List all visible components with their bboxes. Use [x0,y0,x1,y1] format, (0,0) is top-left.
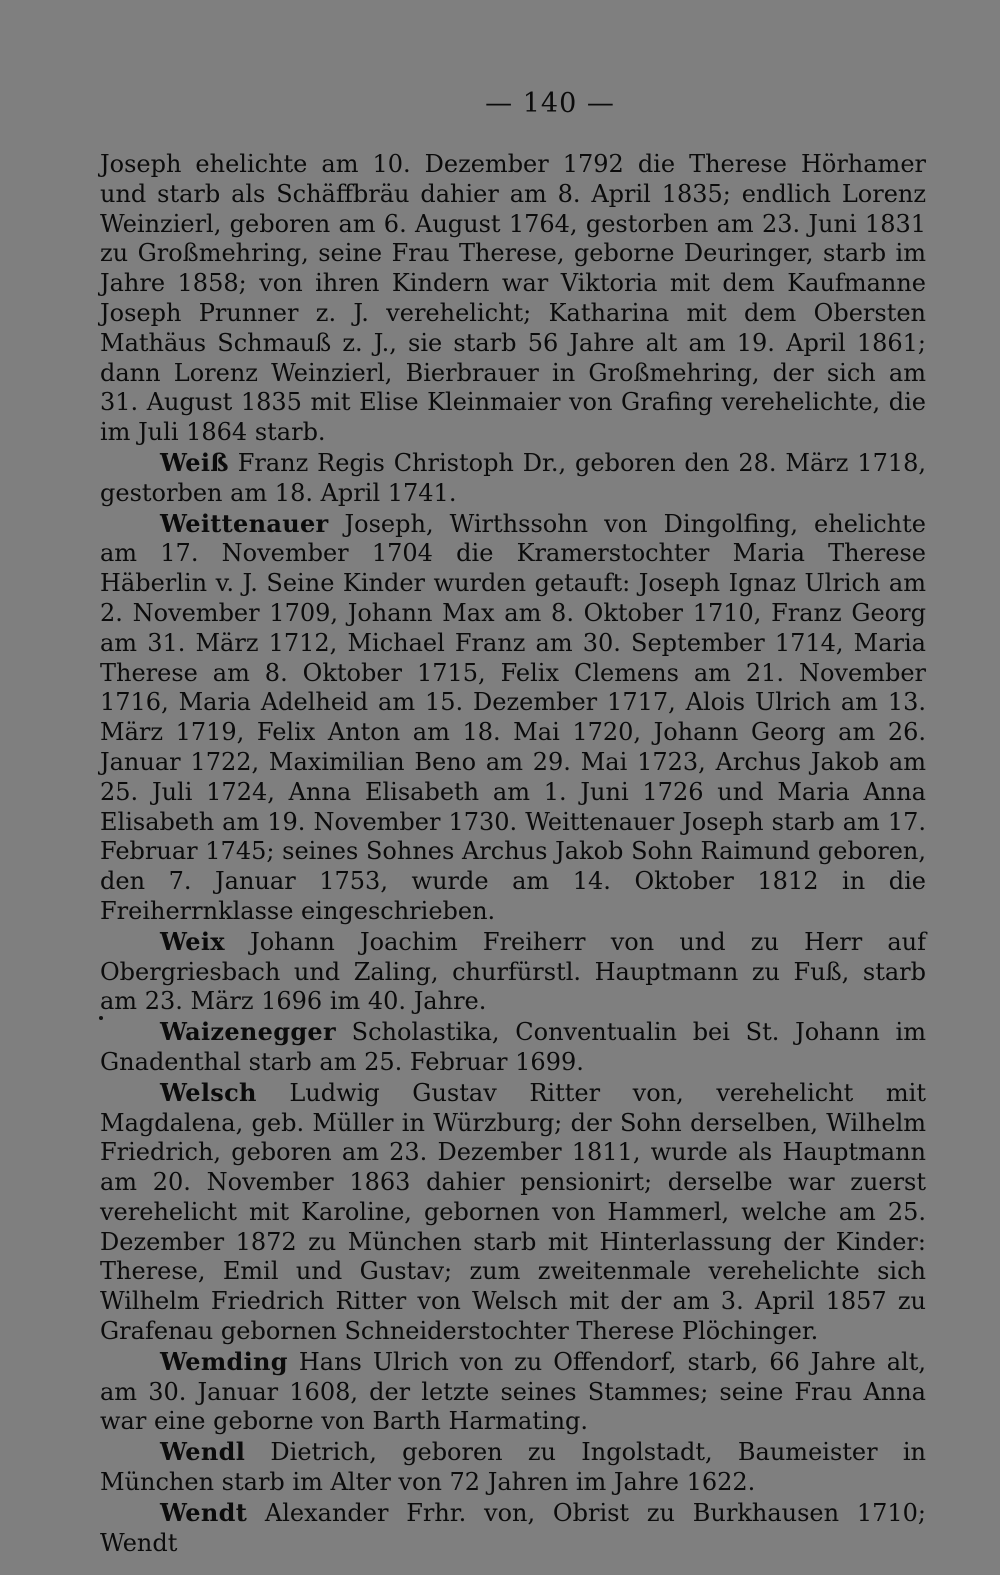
entry-headword: Wemding [160,1346,288,1376]
entry-headword: Weiß [160,447,229,477]
entry-text: Franz Regis Christoph Dr., geboren den 28. März 1718, gestorben am 18. April 1741. [100,448,926,507]
entry-weix [100,927,926,1017]
entry-waizenegger [100,1017,926,1078]
page-number: — 140 — [485,88,615,119]
entry-headword: Wendl [160,1437,246,1467]
entry-text: Ludwig Gustav Ritter von, verehelicht mit Magdalena, geb. Müller in Würzburg; der Sohn derselben, Wilhelm Friedrich, geboren am 23. Dezember 1811, wurde als Hauptmann am 20. November 1863 dahier pensionirt; derselbe war zuerst verehelicht mit Karoline, gebornen von Hammerl, welche am 25. Dezember 1872 zu München starb mit Hinterlassung der Kinder: Therese, Emil und Gustav; zum zweitenmale verehelichte sich Wilhelm Friedrich Ritter von Welsch mit der am 3. April 1857 zu Grafenau gebornen Schneiderstochter Therese Plöchinger. [100,1078,926,1346]
entry-weiss [100,448,926,509]
ink-dot [99,1016,103,1020]
entry-headword: Waizenegger [160,1017,336,1047]
entry-welsch [100,1078,926,1347]
entry-text: Joseph ehelichte am 10. Dezember 1792 die Therese Hörhamer und starb als Schäffbräu dahier am 8. April 1835; endlich Lorenz Weinzierl, geboren am 6. August 1764, gestorben am 23. Juni 1831 zu Großmehring, seine Frau Therese, geborne Deuringer, starb im Jahre 1858; von ihren Kindern war Viktoria mit dem Kaufmanne Joseph Prunner z. J. verehelicht; Katharina mit dem Obersten Mathäus Schmauß z. J., sie starb 56 Jahre alt am 19. April 1861; dann Lorenz Weinzierl, Bierbrauer in Großmehring, der sich am 31. August 1835 mit Elise Kleinmaier von Grafing verehelichte, die im Juli 1864 starb. [100,150,926,447]
entry-text: Joseph, Wirthssohn von Dingolfing, ehelichte am 17. November 1704 die Kramerstochter Maria Therese Häberlin v. J. Seine Kinder wurden getauft: Joseph Ignaz Ulrich am 2. November 1709, Johann Max am 8. Oktober 1710, Franz Georg am 31. März 1712, Michael Franz am 30. September 1714, Maria Therese am 8. Oktober 1715, Felix Clemens am 21. November 1716, Maria Adelheid am 15. Dezember 1717, Alois Ulrich am 13. März 1719, Felix Anton am 18. Mai 1720, Johann Georg am 26. Januar 1722, Maximilian Beno am 29. Mai 1723, Archus Jakob am 25. Juli 1724, Anna Elisabeth am 1. Juni 1726 und Maria Anna Elisabeth am 19. November 1730. Weittenauer Joseph starb am 17. Februar 1745; seines Sohnes Archus Jakob Sohn Raimund geboren, den 7. Januar 1753, wurde am 14. Oktober 1812 in die Freiherrnklasse eingeschrieben. [100,509,926,925]
entry-text: Alexander Frhr. von, Obrist zu Burkhausen 1710; Wendt [100,1498,927,1557]
entry-wendt [100,1498,926,1559]
entry-continuation [100,150,926,448]
entry-text: Dietrich, geboren zu Ingolstadt, Baumeister in München starb im Alter von 72 Jahren im Jahre 1622. [100,1438,926,1497]
entry-weittenauer [100,509,926,927]
entry-wendl [100,1437,926,1498]
entry-text: Johann Joachim Freiherr von und zu Herr auf Obergriesbach und Zaling, churfürstl. Hauptmann zu Fuß, starb am 23. März 1696 im 40. Jahre. [100,927,926,1016]
entry-text: Scholastika, Conventualin bei St. Johann im Gnadenthal starb am 25. Februar 1699. [100,1018,926,1076]
entry-headword: Wendt [160,1497,248,1527]
entry-headword: Weittenauer [160,508,329,538]
entry-headword: Weix [160,926,225,956]
entry-text: Hans Ulrich von zu Offendorf, starb, 66 Jahre alt, am 30. Januar 1608, der letzte seines Stammes; seine Frau Anna war eine geborne von Barth Harmating. [100,1347,926,1436]
entry-wemding [100,1347,926,1437]
entry-headword: Welsch [160,1077,257,1107]
entry-list [100,150,926,1558]
